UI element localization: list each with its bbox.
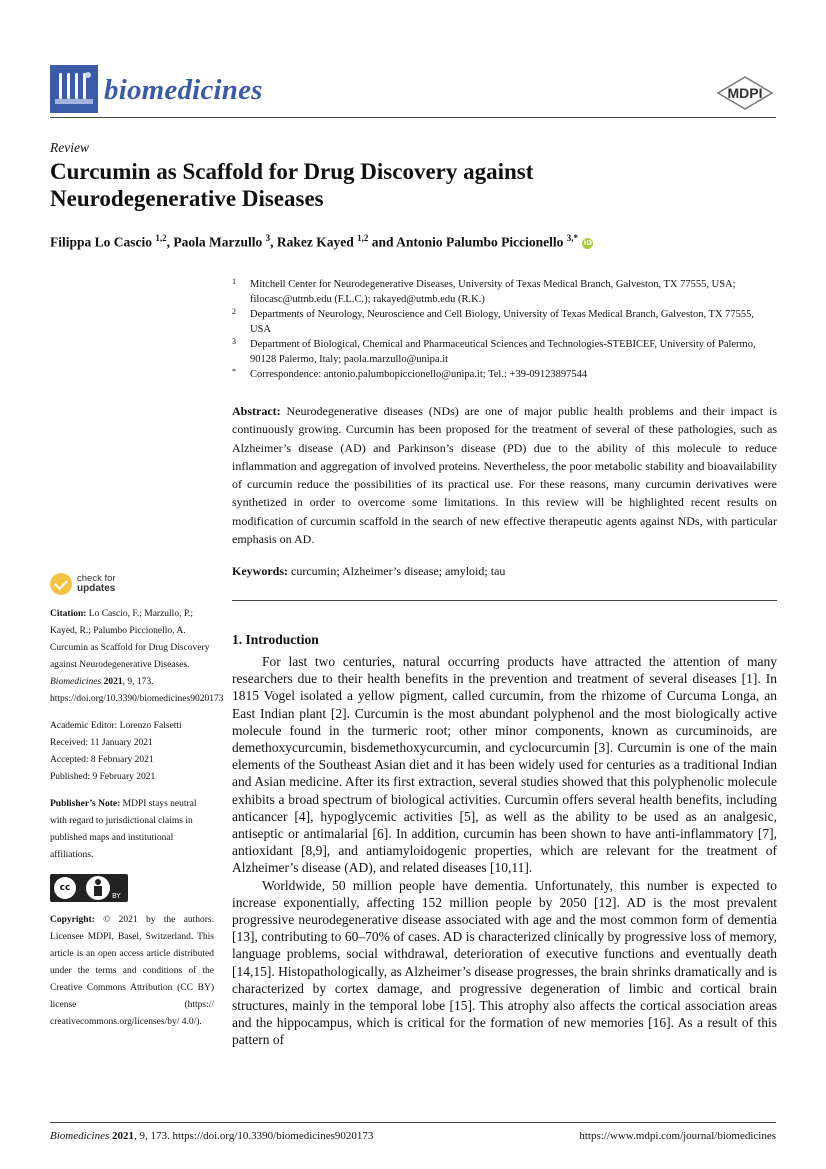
affiliation-text: Department of Biological, Chemical and Pharmaceutical Sciences and Technologies-STEBICEF, University of Palermo, 90128 Palermo, Italy; paola.marzullo@unipa.it	[250, 339, 756, 365]
journal-name[interactable]: biomedicines	[104, 74, 263, 106]
orcid-icon[interactable]: iD	[583, 238, 593, 247]
academic-editor: Academic Editor: Lorenzo Falsetti	[50, 721, 182, 731]
check-updates-line1: check for	[77, 573, 116, 584]
citation	[50, 606, 224, 708]
citation-text: Lo Cascio, F.; Marzullo, P.; Kayed, R.; Palumbo Piccionello, A. Curcumin as Scaffold for Drug Discovery against Neurodegenerative Diseases.	[50, 609, 210, 670]
author-affiliation-marker[interactable]: 3	[265, 233, 271, 243]
citation-year: 2021	[103, 677, 123, 687]
citation-doi[interactable]: , 9, 173. https://doi.org/10.3390/biomedicines9020173	[50, 677, 224, 704]
footer-citation	[50, 1130, 373, 1142]
publisher-note	[50, 796, 214, 864]
affiliation-mark: 3	[232, 337, 236, 346]
abstract	[232, 402, 777, 548]
attribution-icon	[86, 876, 110, 900]
header-rule	[50, 117, 776, 118]
check-updates-line2: updates	[77, 583, 116, 594]
abstract-label: Abstract:	[232, 404, 281, 418]
author-separator: ,	[166, 234, 174, 250]
copyright-text: © 2021 by the authors. Licensee MDPI, Basel, Switzerland. This article is an open access article distributed under the terms and conditions of the Creative Commons Attribution (CC BY) license (https:// creativecommons.org/licenses/by/ 4.0/).	[50, 915, 214, 1027]
copyright-label: Copyright:	[50, 915, 95, 925]
received-date: Received: 11 January 2021	[50, 738, 153, 748]
paragraph: Worldwide, 50 million people have dementia. Unfortunately, this number is expected to increase exponentially, affecting 152 million people by 2050 [12]. AD is the most prevalent progressive neurodegenerative disease associated with age and the most common form of dementia [13], contributing to 60–70% of cases. AD is characterized clinically by progressive loss of memory, language problems, social withdrawal, deterioration of executive functions and eventually death [14,15]. Histopathologically, as Alzheimer’s disease progresses, the brain shrinks dramatically and is characterized by cortex damage, and progressive degeneration of limbic and cortical brain structures, mainly in the temporal lobe [15]. This atrophy also affects the cortical association areas and the hippocampus, which is critical for the formation of new memories [16]. As a result of this pattern of	[232, 877, 777, 1048]
paragraph: For last two centuries, natural occurring products have attracted the attention of many researchers due to their health benefits in the prevention and treatment of several diseases [1]. In 1815 Vogel isolated a yellow pigment, called curcumin, from the rhizome of Curcuma Longa, an East Indian plant [2]. Curcumin is the most abundant polyphenol and the most biologically active molecule found in the turmeric root; other minor components, known as curcuminoids, are demethoxycurcumin, bisdemethoxycurcumin, and cyclocurcumin [3]. Curcumin is one of the main elements of the Southeast Asian diet and it has been widely used for centuries as a traditional Indian and Asian medicine. After its first extraction, several studies showed that this polyphenolic molecule exhibits a broad spectrum of biological activities. Curcumin offers several health benefits, including anticancer [4], hypoglycemic activities [5], as well as the ability to be used as an analgesic, antiseptic or antimalarial [6]. In addition, curcumin has been shown to have anti-inflammatory [7], antioxidant [8,9], and antiamyloidogenic properties, which are relevant for the treatment of Alzheimer’s disease (AD), and related diseases [10,11].	[232, 654, 777, 876]
publisher-note-text: MDPI stays neutral with regard to jurisdictional claims in published maps and institutional affiliations.	[50, 799, 197, 860]
journal-logo-icon	[50, 65, 98, 113]
affiliation-mark: 1	[232, 277, 236, 286]
by-label: BY	[112, 892, 121, 900]
cc-icon: cc	[54, 877, 76, 899]
keywords-label: Keywords:	[232, 564, 288, 578]
check-updates-label	[77, 574, 116, 594]
check-for-updates-button[interactable]	[50, 571, 130, 599]
article-type: Review	[50, 140, 89, 155]
abstract-text: Neurodegenerative diseases (NDs) are one of major public health problems and their impact is continuously growing. Curcumin has been proposed for the treatment of several of these pathologies, such as Alzheimer’s disease (AD) and Parkinson’s disease (PD) due to the ability of this molecule to reduce inflammation and aggregation of involved proteins. Nevertheless, the poor metabolic stability and bioavailability of curcumin reduce the possibilities of its practical use. For these reasons, many curcumin derivatives were synthetized in order to overcome some limitations. In this review will be highlighted recent results on modification of curcumin scaffold in the search of new effective therapeutic agents against NDs, with particular emphasis on AD.	[232, 404, 778, 547]
author-name: Rakez Kayed	[276, 234, 354, 250]
affiliation-item	[232, 367, 777, 382]
author-separator: and	[368, 234, 397, 250]
author-name: Antonio Palumbo Piccionello	[396, 234, 564, 250]
affiliation-mark: 2	[232, 307, 236, 316]
citation-label: Citation:	[50, 609, 87, 619]
citation-journal: Biomedicines	[50, 677, 102, 687]
affiliation-item	[232, 337, 777, 367]
affiliation-item	[232, 307, 777, 337]
keywords	[232, 564, 777, 579]
affiliations	[232, 277, 777, 382]
footer-journal: Biomedicines	[50, 1130, 110, 1142]
author-separator: ,	[270, 234, 277, 250]
affiliation-item	[232, 277, 777, 307]
publisher-note-label: Publisher’s Note:	[50, 799, 121, 809]
body-text	[232, 653, 777, 1049]
footer-rule	[50, 1122, 776, 1123]
published-date: Published: 9 February 2021	[50, 772, 156, 782]
affiliation-text: Departments of Neurology, Neuroscience and Cell Biology, University of Texas Medical Branch, Galveston, TX 77555, USA	[250, 309, 755, 335]
footer-journal-url[interactable]: https://www.mdpi.com/journal/biomedicines	[579, 1130, 776, 1142]
author-affiliation-marker[interactable]: 1,2	[155, 233, 167, 243]
mdpi-logo[interactable]	[716, 76, 774, 110]
cc-by-license-badge[interactable]	[50, 874, 128, 902]
article-title: Curcumin as Scaffold for Drug Discovery against Neurodegenerative Diseases	[50, 159, 534, 211]
check-icon	[50, 573, 72, 595]
author-affiliation-marker[interactable]: 3,*	[566, 233, 579, 243]
author-affiliation-marker[interactable]: 1,2	[357, 233, 369, 243]
footer-doi[interactable]: , 9, 173. https://doi.org/10.3390/biomedicines9020173	[134, 1130, 374, 1142]
publication-dates	[50, 718, 214, 786]
section-heading: 1. Introduction	[232, 632, 319, 647]
affiliation-text: Mitchell Center for Neurodegenerative Diseases, University of Texas Medical Branch, Galveston, TX 77555, USA; filocasc@utmb.edu (F.L.C.); rakayed@utmb.edu (R.K.)	[250, 279, 736, 305]
section-divider	[232, 600, 777, 601]
footer-year: 2021	[112, 1130, 135, 1142]
author-name: Filippa Lo Cascio	[50, 234, 153, 250]
affiliation-text: Correspondence: antonio.palumbopiccionello@unipa.it; Tel.: +39-09123897544	[250, 369, 588, 380]
accepted-date: Accepted: 8 February 2021	[50, 755, 154, 765]
copyright	[50, 912, 214, 1031]
mdpi-logo-text: MDPI	[727, 85, 763, 101]
author-list	[50, 233, 593, 251]
sidebar	[50, 606, 224, 1031]
author-name: Paola Marzullo	[173, 234, 263, 250]
keywords-text: curcumin; Alzheimer’s disease; amyloid; tau	[291, 564, 506, 578]
affiliation-mark: *	[232, 367, 236, 376]
